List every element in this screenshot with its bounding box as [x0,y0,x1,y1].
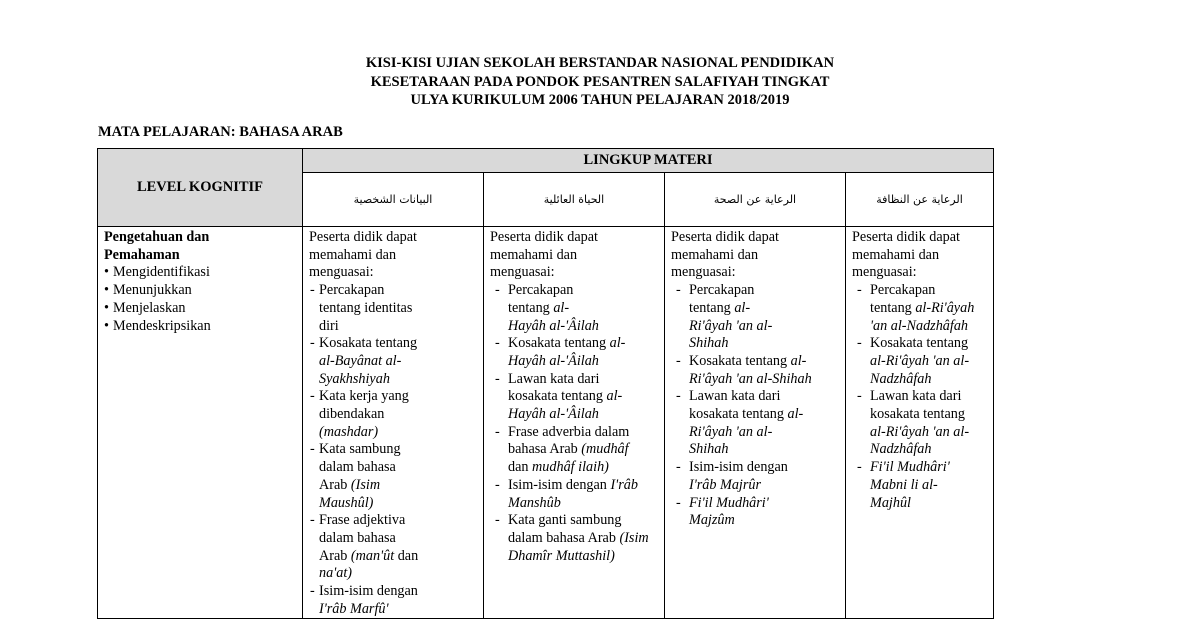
kisi-kisi-table [97,148,994,619]
column-header-2-label: الحياة العائلية [543,192,605,206]
intro-line: memahami dan [852,246,940,263]
cognitive-list [104,264,298,335]
list-item: - Kosakata tentang al- Ri'âyah 'an al-Shihah [671,353,841,388]
title-line-1: KISI-KISI UJIAN SEKOLAH BERSTANDAR NASIONAL PENDIDIKAN [365,55,835,71]
intro-line: Peserta didik dapat [309,229,417,245]
list-item: - Fi'il Mudhâri' Majzûm [671,495,841,530]
material-cell-2 [484,227,665,619]
cognitive-title [104,229,298,264]
list-item: - Lawan kata dari kosakata tentang al- Hayâh al-'Âilah [490,371,660,424]
material-list [309,282,479,618]
intro-line: memahami dan [309,246,397,263]
list-item: - Percakapan tentang identitas diri [309,282,479,335]
lingkup-materi-header [303,149,994,173]
list-item: - Percakapan tentang al-Ri'âyah 'an al-Nadzhâfah [852,282,989,335]
level-kognitif-header [98,149,303,227]
list-item: - Kosakata tentang al-Ri'âyah 'an al- Nadzhâfah [852,335,989,388]
title-line-3: ULYA KURIKULUM 2006 TAHUN PELAJARAN 2018/2019 [410,92,790,108]
intro-line: Peserta didik dapat [490,229,598,245]
list-item: - Kata kerja yang dibendakan (mashdar) [309,388,479,441]
list-item: - Kata ganti sambung dalam bahasa Arab (Isim Dhamîr Muttashil) [490,512,660,565]
subject-label: MATA PELAJARAN: BAHASA ARAB [98,124,343,140]
list-item: - Fi'il Mudhâri' Mabni li al- Majhûl [852,459,989,512]
intro-line: menguasai: [309,264,374,281]
material-cell-1 [303,227,484,619]
intro-line: menguasai: [671,264,736,281]
column-header-4-label: الرعاية عن النظافة [876,192,963,206]
cognitive-title-line-2: Pemahaman [104,246,180,263]
list-item: - Lawan kata dari kosakata tentang al- Ri'âyah 'an al- Shihah [671,388,841,459]
level-kognitif-label: LEVEL KOGNITIF [136,178,264,195]
intro-text [852,229,989,282]
list-item: - Frase adverbia dalam bahasa Arab (mudhâf dan mudhâf ilaih) [490,424,660,477]
title-line-2: KESETARAAN PADA PONDOK PESANTREN SALAFIYAH TINGKAT [370,73,830,90]
document-title [0,54,1200,110]
intro-line: menguasai: [490,264,555,281]
column-header-1-label: البيانات الشخصية [353,192,433,206]
list-item: • Menjelaskan [104,300,298,318]
list-item: - Percakapan tentang al- Ri'âyah 'an al- Shihah [671,282,841,353]
intro-line: memahami dan [671,246,759,263]
material-cell-3 [665,227,846,619]
list-item: • Mengidentifikasi [104,264,298,282]
list-item: - Isim-isim dengan I'râb Marfû' [309,583,479,618]
column-header-3-label: الرعاية عن الصحة [713,192,797,206]
list-item: - Kosakata tentang al-Bayânat al- Syakhshiyah [309,335,479,388]
cognitive-title-line-1: Pengetahuan dan [104,229,210,245]
column-header-1 [303,173,484,227]
intro-line: Peserta didik dapat [671,229,779,245]
list-item: - Frase adjektiva dalam bahasa Arab (man'ût dan na'at) [309,512,479,583]
cognitive-level-cell [98,227,303,619]
list-item: - Lawan kata dari kosakata tentang al-Ri'âyah 'an al- Nadzhâfah [852,388,989,459]
list-item: • Menunjukkan [104,282,298,300]
intro-text [671,229,841,282]
material-list [671,282,841,530]
intro-text [490,229,660,282]
list-item: - Kosakata tentang al- Hayâh al-'Âilah [490,335,660,370]
material-list [852,282,989,512]
column-header-3 [665,173,846,227]
intro-line: menguasai: [852,264,917,281]
intro-text [309,229,479,282]
material-list [490,282,660,565]
column-header-2 [484,173,665,227]
column-header-4 [846,173,994,227]
list-item: - Isim-isim dengan I'râb Majrûr [671,459,841,494]
list-item: - Percakapan tentang al- Hayâh al-'Âilah [490,282,660,335]
list-item: • Mendeskripsikan [104,318,298,336]
material-cell-4 [846,227,994,619]
intro-line: memahami dan [490,246,578,263]
list-item: - Isim-isim dengan I'râb Manshûb [490,477,660,512]
list-item: - Kata sambung dalam bahasa Arab (Isim Maushûl) [309,441,479,512]
lingkup-materi-label: LINGKUP MATERI [583,151,713,168]
intro-line: Peserta didik dapat [852,229,960,245]
